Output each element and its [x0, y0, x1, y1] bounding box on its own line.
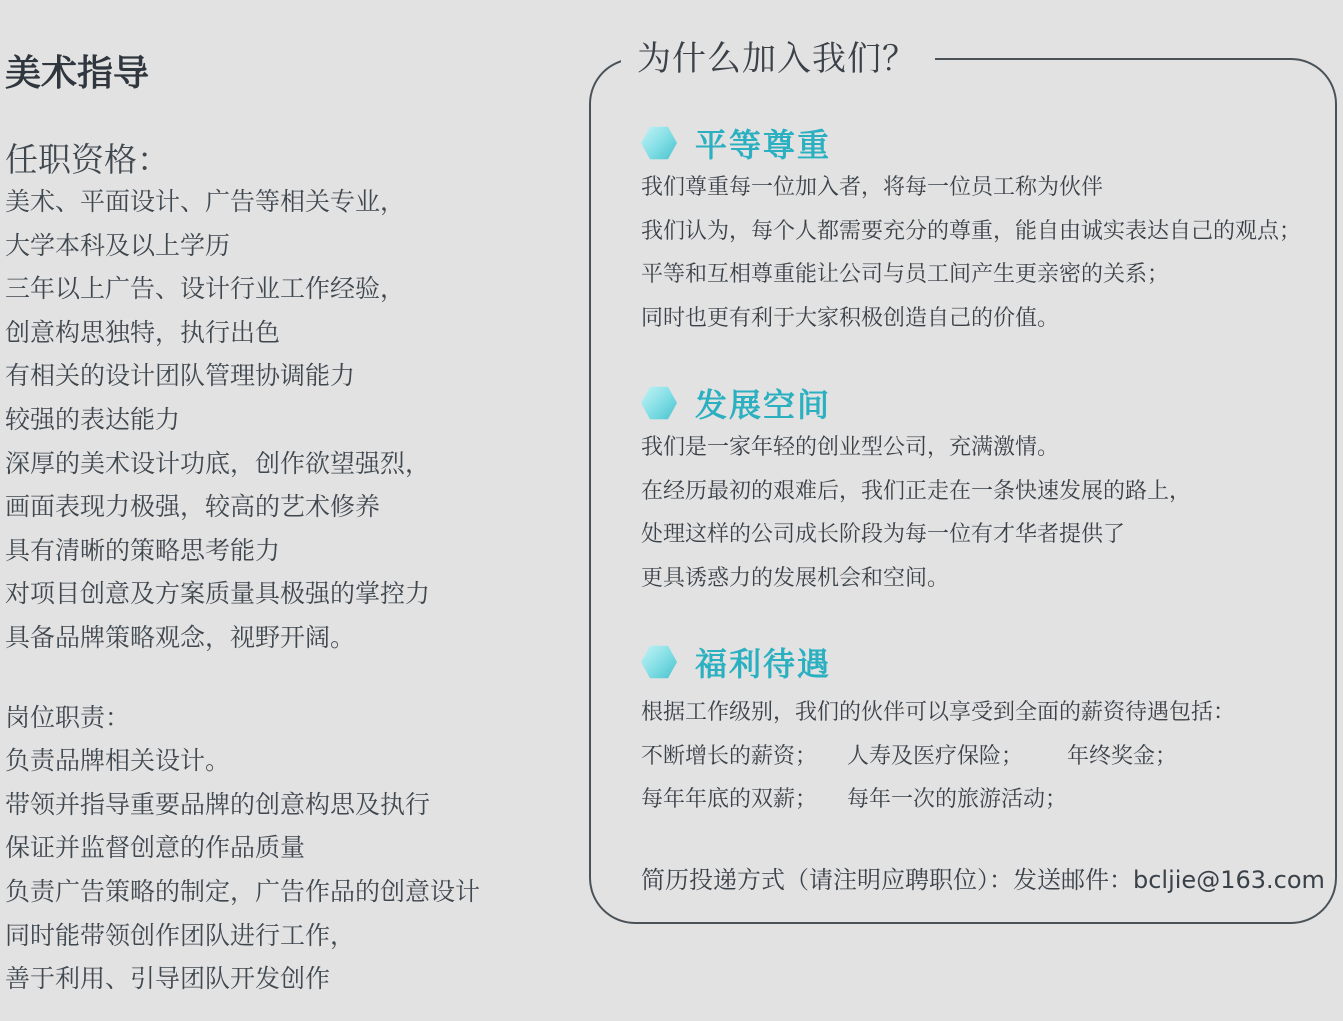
duty-item: 带领并指导重要品牌的创意构思及执行 — [5, 789, 431, 819]
requirement-item: 三年以上广告、设计行业工作经验， — [5, 274, 406, 304]
requirement-item: 较强的表达能力 — [5, 404, 181, 434]
duty-item: 善于利用、引导团队开发创作 — [5, 964, 331, 994]
section-title: 发展空间 — [695, 386, 832, 424]
section-equality-respect — [641, 120, 1325, 340]
duty-item: 负责品牌相关设计。 — [5, 746, 231, 776]
section-line: 我们认为，每个人都需要充分的尊重，能自由诚实表达自己的观点； — [641, 218, 1302, 244]
section-line: 我们是一家年轻的创业型公司，充满激情。 — [641, 435, 1060, 460]
job-title: 美术指导 — [5, 53, 150, 94]
requirements-heading: 任职资格： — [5, 140, 170, 179]
requirement-item: 有相关的设计团队管理协调能力 — [5, 361, 356, 391]
duties-list — [5, 739, 565, 1001]
benefit-item: 每年年底的双薪； — [641, 787, 818, 812]
hexagon-bullet-icon — [641, 125, 677, 161]
section-header — [641, 380, 1325, 426]
requirement-item: 画面表现力极强，较高的艺术修养 — [5, 492, 381, 522]
hexagon-bullet-icon — [641, 644, 677, 680]
section-line: 更具诱惑力的发展机会和空间。 — [641, 565, 950, 591]
job-description — [5, 48, 565, 1001]
duty-item: 负责广告策略的制定，广告作品的创意设计 — [5, 876, 481, 906]
requirement-item: 具备品牌策略观念，视野开阔。 — [5, 622, 356, 652]
section-line: 在经历最初的艰难后，我们正走在一条快速发展的路上， — [641, 478, 1192, 504]
benefit-item: 年终奖金； — [1067, 743, 1178, 769]
section-line: 同时也更有利于大家积极创造自己的价值。 — [641, 305, 1060, 331]
panel-title: 为什么加入我们？ — [621, 38, 935, 80]
requirement-item: 具有清晰的策略思考能力 — [5, 535, 281, 565]
benefit-item: 每年一次的旅游活动； — [847, 787, 1068, 812]
requirement-item: 深厚的美术设计功底，创作欲望强烈， — [5, 448, 431, 478]
section-header — [641, 639, 1325, 685]
benefits-row — [641, 735, 1325, 779]
hexagon-bullet-icon — [641, 385, 677, 421]
requirement-item: 对项目创意及方案质量具极强的掌控力 — [5, 579, 431, 609]
duty-item: 同时能带领创作团队进行工作， — [5, 920, 356, 950]
duty-item: 保证并监督创意的作品质量 — [5, 833, 306, 863]
duties-heading: 岗位职责： — [5, 702, 131, 732]
benefits-intro: 根据工作级别，我们的伙伴可以享受到全面的薪资待遇包括： — [641, 700, 1236, 725]
requirements-list — [5, 180, 565, 660]
benefit-item: 不断增长的薪资； — [641, 743, 818, 769]
section-header — [641, 120, 1325, 166]
section-development-space — [641, 380, 1325, 600]
section-title: 平等尊重 — [695, 126, 832, 164]
why-join-panel — [589, 39, 1337, 924]
section-line: 我们尊重每一位加入者，将每一位员工称为伙伴 — [641, 175, 1104, 200]
contact-info: 简历投递方式（请注明应聘职位）：发送邮件：bcljie@163.com — [641, 866, 1325, 894]
section-benefits — [641, 639, 1325, 822]
requirement-item: 美术、平面设计、广告等相关专业， — [5, 187, 406, 216]
benefit-item: 人寿及医疗保险； — [847, 743, 1024, 769]
requirement-item: 大学本科及以上学历 — [5, 230, 231, 260]
section-line: 处理这样的公司成长阶段为每一位有才华者提供了 — [641, 522, 1126, 547]
section-title: 福利待遇 — [695, 645, 832, 683]
section-line: 平等和互相尊重能让公司与员工间产生更亲密的关系； — [641, 262, 1170, 287]
requirement-item: 创意构思独特，执行出色 — [5, 317, 281, 347]
benefits-row — [641, 778, 1325, 822]
